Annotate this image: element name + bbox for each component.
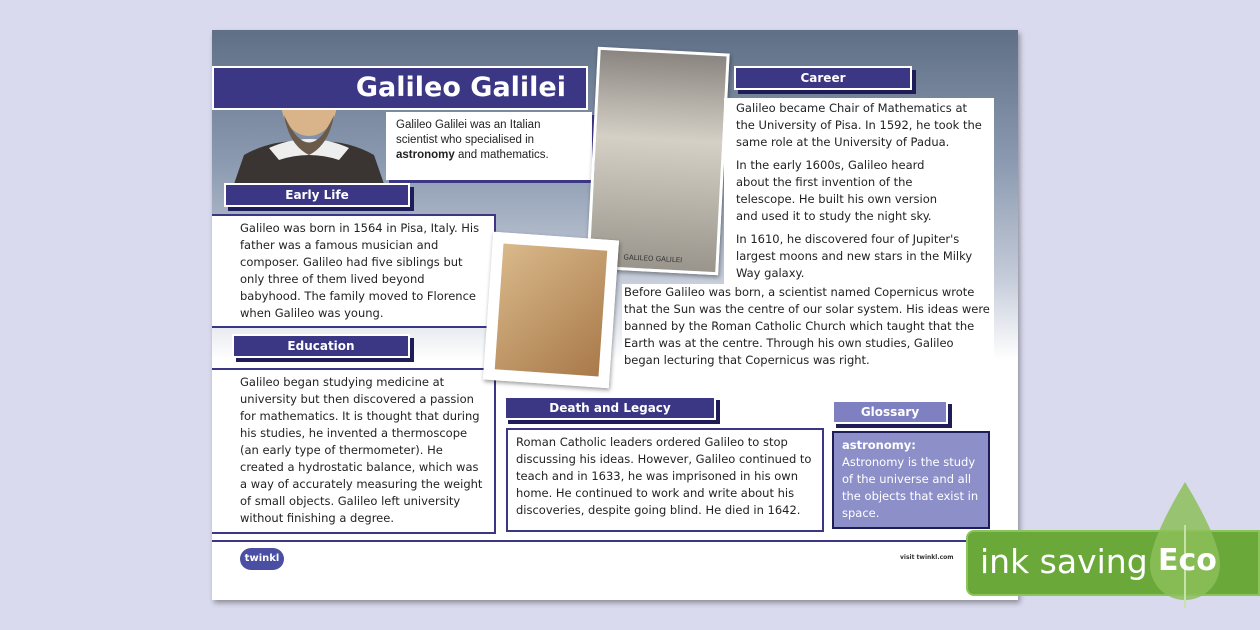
footer-divider <box>212 540 1018 542</box>
statue-caption: GALILEO GALILEI <box>623 253 683 265</box>
glossary-box <box>832 431 990 529</box>
page-title: Galileo Galilei <box>212 66 588 110</box>
manuscript-photo <box>483 232 619 388</box>
twinkl-logo[interactable]: twinkl <box>240 548 284 570</box>
career-box <box>724 98 994 302</box>
early-life-box: Galileo was born in 1564 in Pisa, Italy. His father was a famous musician and composer. Galileo had five siblings but only three of them lived beyond babyhood. The family moved to Florence when Galileo was young. <box>212 214 496 328</box>
manuscript-image <box>495 244 608 377</box>
education-heading: Education <box>232 334 410 358</box>
education-box: Galileo began studying medicine at university but then discovered a passion for mathematics. It is thought that during his studies, he invented a thermoscope (an early type of thermometer). He created a hydrostatic balance, which was a way of accurately measuring the weight of small objects. Galileo left university without finishing a degree. <box>212 368 496 534</box>
glossary-definition: Astronomy is the study of the universe and all the objects that exist in space. <box>842 455 979 520</box>
glossary-term: astronomy: <box>842 438 916 452</box>
intro-text-end: and mathematics. <box>454 149 549 161</box>
career-paragraph: In 1610, he discovered four of Jupiter's largest moons and new stars in the Milky Way galaxy. <box>736 232 973 280</box>
intro-box <box>386 112 592 180</box>
ink-saving-label: ink saving <box>980 542 1148 581</box>
intro-text: Galileo Galilei was an Italian scientist who specialised in <box>396 119 541 146</box>
career-paragraph: In the early 1600s, Galileo heard about the first invention of the telescope. He built his own version and used it to study the night sky. <box>736 158 938 223</box>
early-life-heading: Early Life <box>224 183 410 207</box>
career-box-continued: Before Galileo was born, a scientist named Copernicus wrote that the Sun was the centre of our solar system. His ideas were banned by the Roman Catholic Church which taught that the Earth was at the centre. Through his own studies, Galileo began lecturing that Copernicus was right. <box>622 284 994 369</box>
career-heading: Career <box>734 66 912 90</box>
twinkl-url[interactable]: visit twinkl.com <box>900 554 954 561</box>
career-paragraph: Galileo became Chair of Mathematics at the University of Pisa. In 1592, he took the same role at the University of Padua. <box>736 101 982 149</box>
fact-sheet <box>212 30 1018 600</box>
death-legacy-heading: Death and Legacy <box>504 396 716 420</box>
glossary-heading: Glossary <box>832 400 948 424</box>
eco-badge: Eco <box>1158 543 1217 578</box>
death-legacy-box: Roman Catholic leaders ordered Galileo to stop discussing his ideas. However, Galileo continued to teach and in 1633, he was imprisoned in his own home. He continued to work and write about his discoveries, despite going blind. He died in 1642. <box>506 428 824 532</box>
intro-bold: astronomy <box>396 149 455 161</box>
